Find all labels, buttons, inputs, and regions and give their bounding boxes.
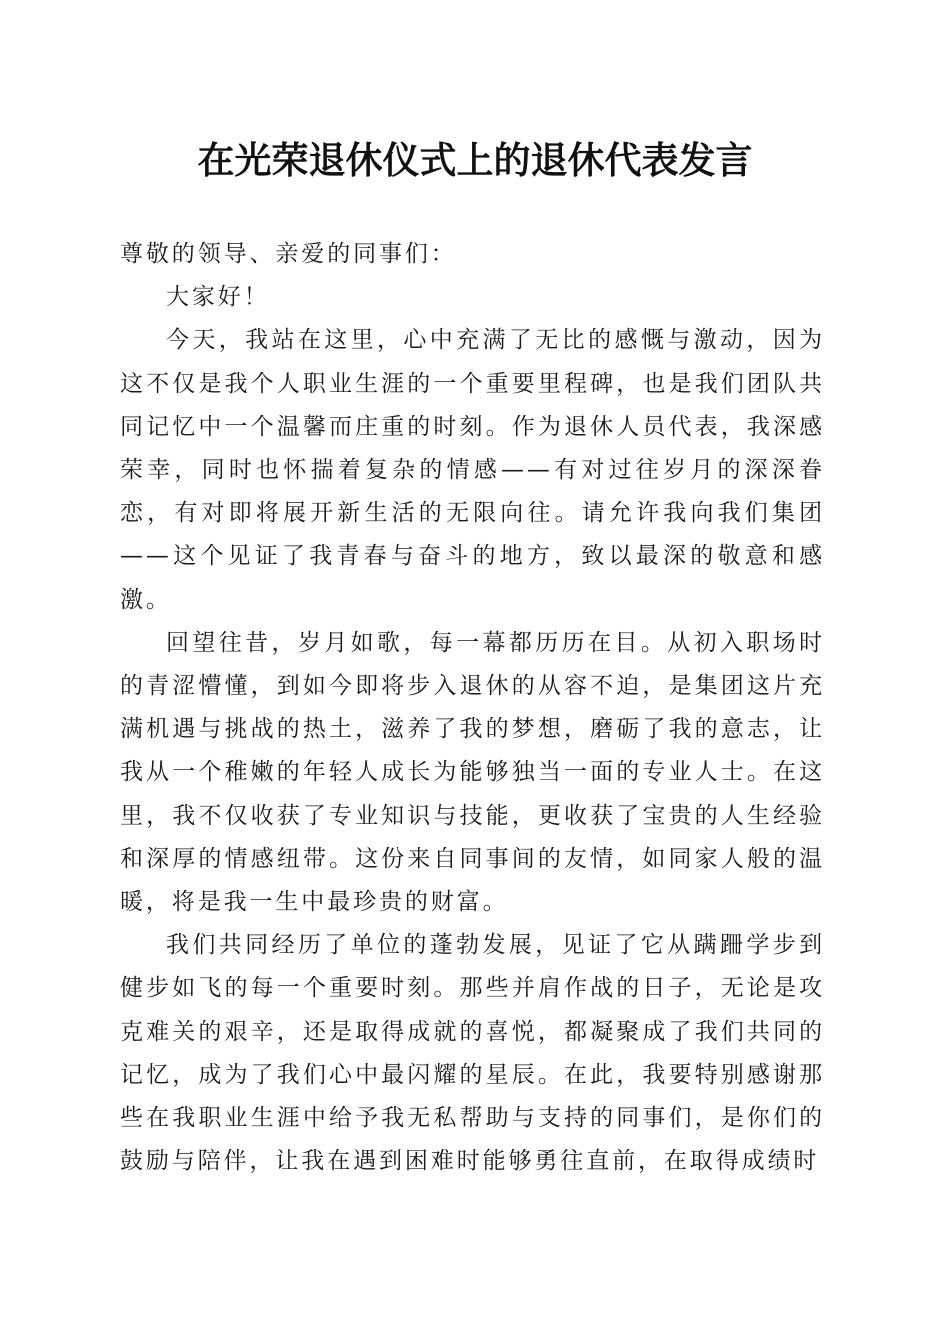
body-paragraph: 回望往昔，岁月如歌，每一幕都历历在目。从初入职场时的青涩懵懂，到如今即将步入退休的从容不迫，是集团这片充满机遇与挑战的热土，滋养了我的梦想，磨砺了我的意志，让我从一个稚嫩的年轻人成长为能够独当一面的专业人士。在这里，我不仅收获了专业知识与技能，更收获了宝贵的人生经验和深厚的情感纽带。这份来自同事间的友情，如同家人般的温暖，将是我一生中最珍贵的财富。 <box>120 629 825 916</box>
salutation: 尊敬的领导、亲爱的同事们： <box>120 241 457 267</box>
document-body <box>120 233 825 1183</box>
body-paragraph: 今天，我站在这里，心中充满了无比的感慨与激动，因为这不仅是我个人职业生涯的一个重要里程碑，也是我们团队共同记忆中一个温馨而庄重的时刻。作为退休人员代表，我深感荣幸，同时也怀揣着复杂的情感——有对过往岁月的深深眷恋，有对即将展开新生活的无限向往。请允许我向我们集团——这个见证了我青春与奋斗的地方，致以最深的敬意和感激。 <box>120 327 825 613</box>
greeting-paragraph: 大家好！ <box>166 284 270 311</box>
document-title: 在光荣退休仪式上的退休代表发言 <box>197 138 753 182</box>
body-paragraph: 我们共同经历了单位的蓬勃发展，见证了它从蹒跚学步到健步如飞的每一个重要时刻。那些并肩作战的日子，无论是攻克难关的艰辛，还是取得成就的喜悦，都凝聚成了我们共同的记忆，成为了我们心中最闪耀的星辰。在此，我要特别感谢那些在我职业生涯中给予我无私帮助与支持的同事们，是你们的鼓励与陪伴，让我在遇到困难时能够勇往直前，在取得成绩时 <box>120 932 825 1175</box>
